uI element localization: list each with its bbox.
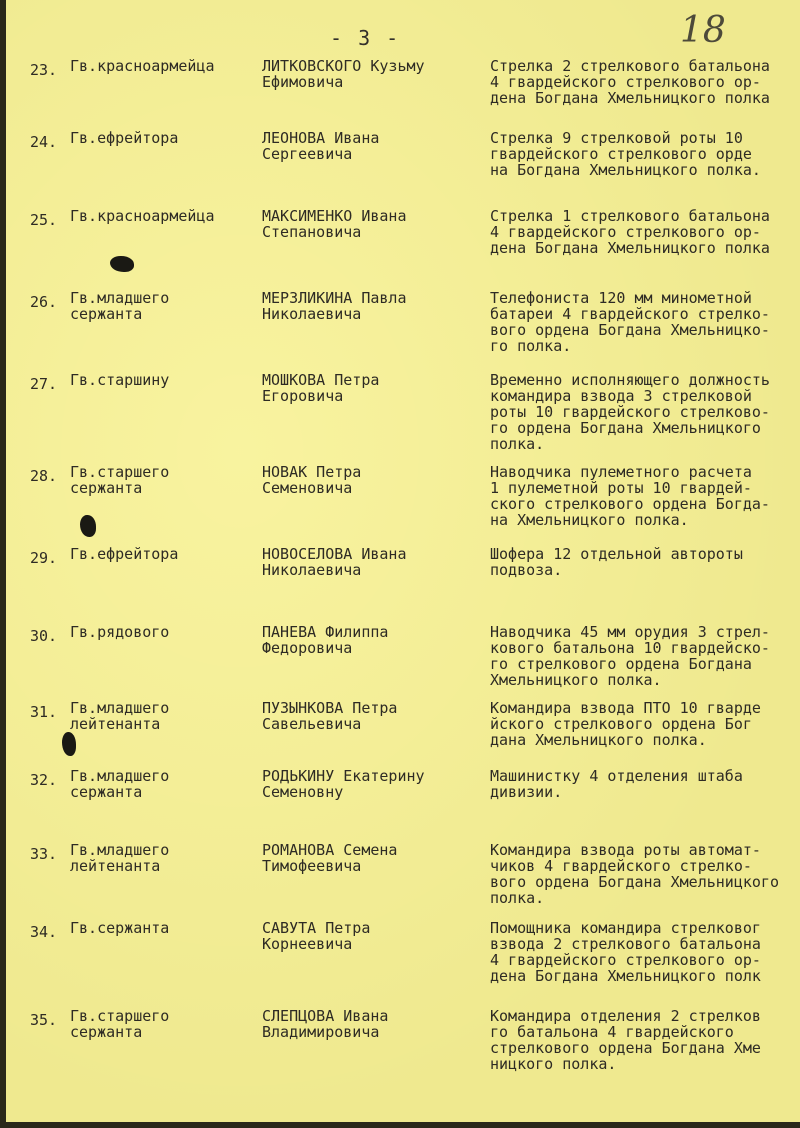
- entry-rank: Гв.старшего сержанта: [70, 463, 170, 497]
- entry-number: 31.: [30, 703, 58, 721]
- entry-duty: Телефониста 120 мм минометной батареи 4 гвардейского стрелко- вого ордена Богдана Хмельницко- го полка.: [490, 289, 770, 355]
- entry-name: НОВАК Петра Семеновича: [262, 463, 362, 497]
- entry-number: 33.: [30, 845, 58, 863]
- entry-rank: Гв.младшего сержанта: [70, 289, 170, 323]
- entry-number: 28.: [30, 467, 58, 485]
- entry-number: 29.: [30, 549, 58, 567]
- entry-name: РОДЬКИНУ Екатерину Семеновну: [262, 767, 425, 801]
- entry-name: МЕРЗЛИКИНА Павла Николаевича: [262, 289, 407, 323]
- entry-number: 34.: [30, 923, 58, 941]
- entry-name: ПАНЕВА Филиппа Федоровича: [262, 623, 389, 657]
- entry-duty: Временно исполняющего должность командира взвода 3 стрелковой роты 10 гвардейского стрелково- го ордена Богдана Хмельницкого полка.: [490, 371, 770, 453]
- entry-name: МОШКОВА Петра Егоровича: [262, 371, 380, 405]
- entry-duty: Командира отделения 2 стрелков го батальона 4 гвардейского стрелкового ордена Богдана Хме ницкого полка.: [490, 1007, 761, 1073]
- ink-blot: [62, 732, 76, 756]
- entry-duty: Машинистку 4 отделения штаба дивизии.: [490, 767, 743, 801]
- page-number: - 3 -: [330, 26, 401, 50]
- entry-duty: Наводчика 45 мм орудия 3 стрел- кового батальона 10 гвардейско- го стрелкового ордена Богдана Хмельницкого полка.: [490, 623, 770, 689]
- entry-name: ПУЗЫНКОВА Петра Савельевича: [262, 699, 398, 733]
- entry-number: 25.: [30, 211, 58, 229]
- entry-rank: Гв.красноармейца: [70, 57, 215, 75]
- entry-duty: Стрелка 1 стрелкового батальона 4 гвардейского стрелкового ор- дена Богдана Хмельницкого полка: [490, 207, 770, 257]
- entry-rank: Гв.младшего сержанта: [70, 767, 170, 801]
- entry-name: САВУТА Петра Корнеевича: [262, 919, 371, 953]
- entry-name: ЛИТКОВСКОГО Кузьму Ефимовича: [262, 57, 425, 91]
- entry-duty: Командира взвода ПТО 10 гварде йского стрелкового ордена Бог дана Хмельницкого полка.: [490, 699, 761, 749]
- ink-blot: [80, 515, 96, 537]
- entry-rank: Гв.сержанта: [70, 919, 170, 937]
- entry-rank: Гв.рядового: [70, 623, 170, 641]
- entry-rank: Гв.красноармейца: [70, 207, 215, 225]
- entry-name: ЛЕОНОВА Ивана Сергеевича: [262, 129, 380, 163]
- entry-name: СЛЕПЦОВА Ивана Владимировича: [262, 1007, 389, 1041]
- entry-number: 35.: [30, 1011, 58, 1029]
- entry-name: НОВОСЕЛОВА Ивана Николаевича: [262, 545, 407, 579]
- entry-name: РОМАНОВА Семена Тимофеевича: [262, 841, 398, 875]
- entry-rank: Гв.ефрейтора: [70, 545, 179, 563]
- entry-duty: Стрелка 9 стрелковой роты 10 гвардейского стрелкового орде на Богдана Хмельницкого полка.: [490, 129, 761, 179]
- entry-number: 27.: [30, 375, 58, 393]
- entry-number: 24.: [30, 133, 58, 151]
- entry-duty: Шофера 12 отдельной автороты подвоза.: [490, 545, 743, 579]
- entry-rank: Гв.младшего лейтенанта: [70, 841, 170, 875]
- entry-number: 32.: [30, 771, 58, 789]
- scan-edge-left: [0, 0, 6, 1128]
- entry-duty: Командира взвода роты автомат- чиков 4 гвардейского стрелко- вого ордена Богдана Хмельницкого полка.: [490, 841, 779, 907]
- scan-edge-bottom: [0, 1122, 800, 1128]
- entry-rank: Гв.старшего сержанта: [70, 1007, 170, 1041]
- entry-rank: Гв.ефрейтора: [70, 129, 179, 147]
- entry-duty: Наводчика пулеметного расчета 1 пулеметной роты 10 гвардей- ского стрелкового ордена Богда- на Хмельницкого полка.: [490, 463, 770, 529]
- entry-rank: Гв.старшину: [70, 371, 170, 389]
- entry-duty: Стрелка 2 стрелкового батальона 4 гвардейского стрелкового ор- дена Богдана Хмельницкого полка: [490, 57, 770, 107]
- entry-number: 30.: [30, 627, 58, 645]
- entry-name: МАКСИМЕНКО Ивана Степановича: [262, 207, 407, 241]
- entry-rank: Гв.младшего лейтенанта: [70, 699, 170, 733]
- handwritten-sheet-number: 18: [680, 10, 726, 51]
- entry-duty: Помощника командира стрелковог взвода 2 стрелкового батальона 4 гвардейского стрелкового ор- дена Богдана Хмельницкого полк: [490, 919, 761, 985]
- ink-blot: [110, 256, 134, 272]
- entry-number: 26.: [30, 293, 58, 311]
- entry-number: 23.: [30, 61, 58, 79]
